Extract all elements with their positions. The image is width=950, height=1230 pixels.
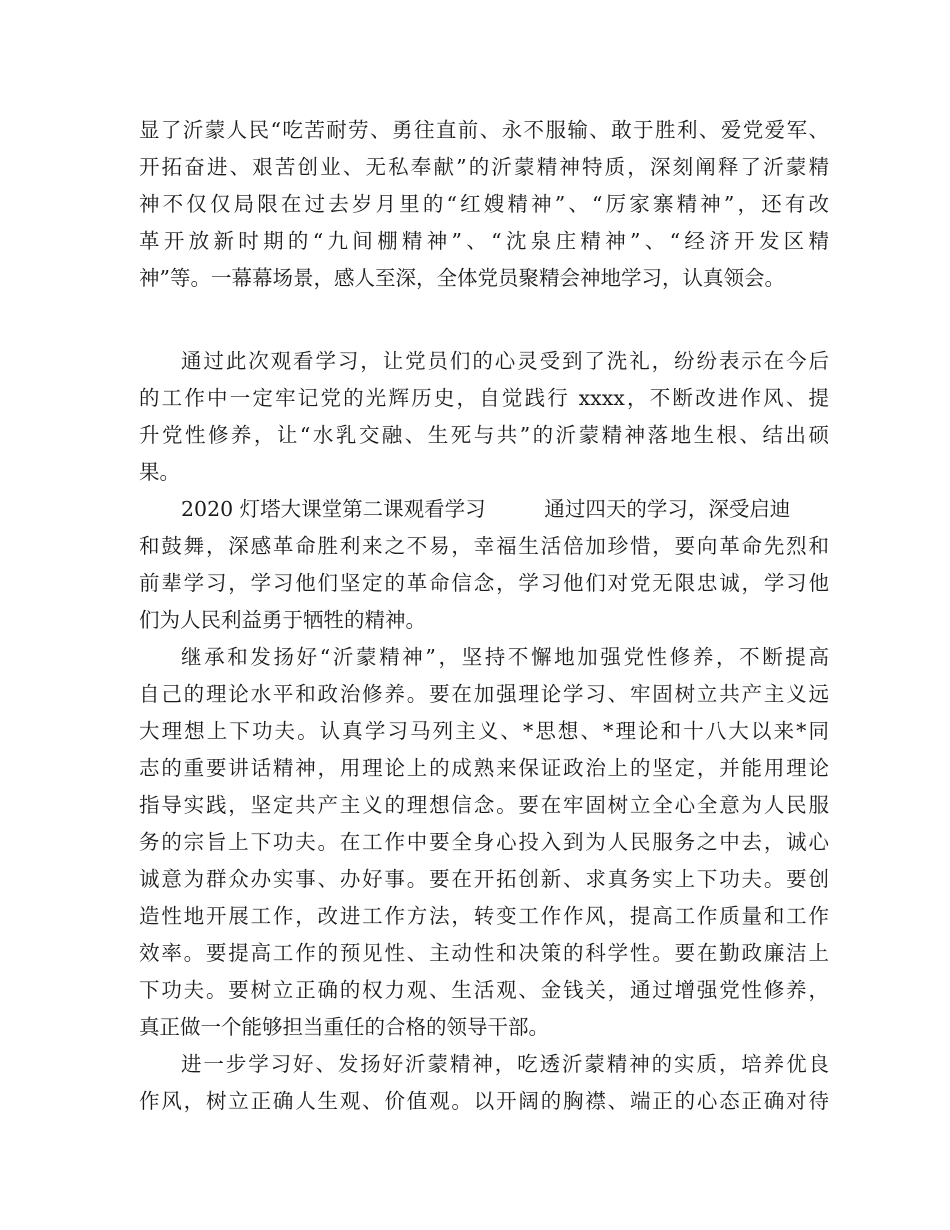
text-line: 造性地开展工作，改进工作方法，转变工作作风，提高工作质量和工作 [139, 904, 829, 928]
paragraph-5 [139, 1046, 829, 1120]
text-line: 诚意为群众办实事、办好事。要在开拓创新、求真务实上下功夫。要创 [139, 867, 829, 891]
text-line: 果。 [139, 460, 180, 484]
paragraph-2 [139, 343, 829, 491]
text-line: 革开放新时期的“九间棚精神”、“沈泉庄精神”、“经济开发区精 [139, 229, 829, 253]
paragraph-1 [139, 112, 829, 297]
paragraph-4 [139, 639, 829, 1046]
text-line: 作风，树立正确人生观、价值观。以开阔的胸襟、端正的心态正确对待 [139, 1089, 829, 1113]
text-line: 前辈学习，学习他们坚定的革命信念，学习他们对党无限忠诚，学习他 [139, 571, 829, 595]
text-line: 大理想上下功夫。认真学习马列主义、*思想、*理论和十八大以来*同 [139, 719, 829, 743]
text-line: 进一步学习好、发扬好沂蒙精神，吃透沂蒙精神的实质，培养优良 [181, 1052, 829, 1076]
text-line: 开拓奋进、艰苦创业、无私奉献”的沂蒙精神特质，深刻阐释了沂蒙精 [139, 155, 829, 179]
paragraph-3 [139, 491, 829, 639]
text-line: 显了沂蒙人民“吃苦耐劳、勇往直前、永不服输、敢于胜利、爱党爱军、 [139, 118, 829, 142]
text-line: 升党性修养，让“水乳交融、生死与共”的沂蒙精神落地生根、结出硕 [139, 423, 829, 447]
text-line: 们为人民利益勇于牺牲的精神。 [139, 608, 426, 632]
text-line: 下功夫。要树立正确的权力观、生活观、金钱关，通过增强党性修养， [139, 978, 829, 1002]
paragraph-spacer [139, 297, 829, 343]
text-line: 志的重要讲话精神，用理论上的成熟来保证政治上的坚定，并能用理论 [139, 756, 829, 780]
text-line: 指导实践，坚定共产主义的理想信念。要在牢固树立全心全意为人民服 [139, 793, 829, 817]
text-line: 效率。要提高工作的预见性、主动性和决策的科学性。要在勤政廉洁上 [139, 941, 829, 965]
text-line: 2020 灯塔大课堂第二课观看学习 通过四天的学习，深受启迪 [181, 497, 791, 521]
text-line: 和鼓舞，深感革命胜利来之不易，幸福生活倍加珍惜，要向革命先烈和 [139, 534, 829, 558]
text-line: 通过此次观看学习，让党员们的心灵受到了洗礼，纷纷表示在今后 [181, 349, 829, 373]
text-line: 神不仅仅局限在过去岁月里的“红嫂精神”、“厉家寨精神”，还有改 [139, 192, 829, 216]
text-line: 的工作中一定牢记党的光辉历史，自觉践行 xxxx，不断改进作风、提 [139, 386, 829, 410]
text-line: 务的宗旨上下功夫。在工作中要全身心投入到为人民服务之中去，诚心 [139, 830, 829, 854]
text-line: 神”等。一幕幕场景，感人至深，全体党员聚精会神地学习，认真领会。 [139, 266, 785, 290]
text-line: 自己的理论水平和政治修养。要在加强理论学习、牢固树立共产主义远 [139, 682, 829, 706]
text-line: 真正做一个能够担当重任的合格的领导干部。 [139, 1015, 549, 1039]
document-page [139, 112, 829, 1120]
text-line: 继承和发扬好“沂蒙精神”，坚持不懈地加强党性修养，不断提高 [181, 645, 829, 669]
